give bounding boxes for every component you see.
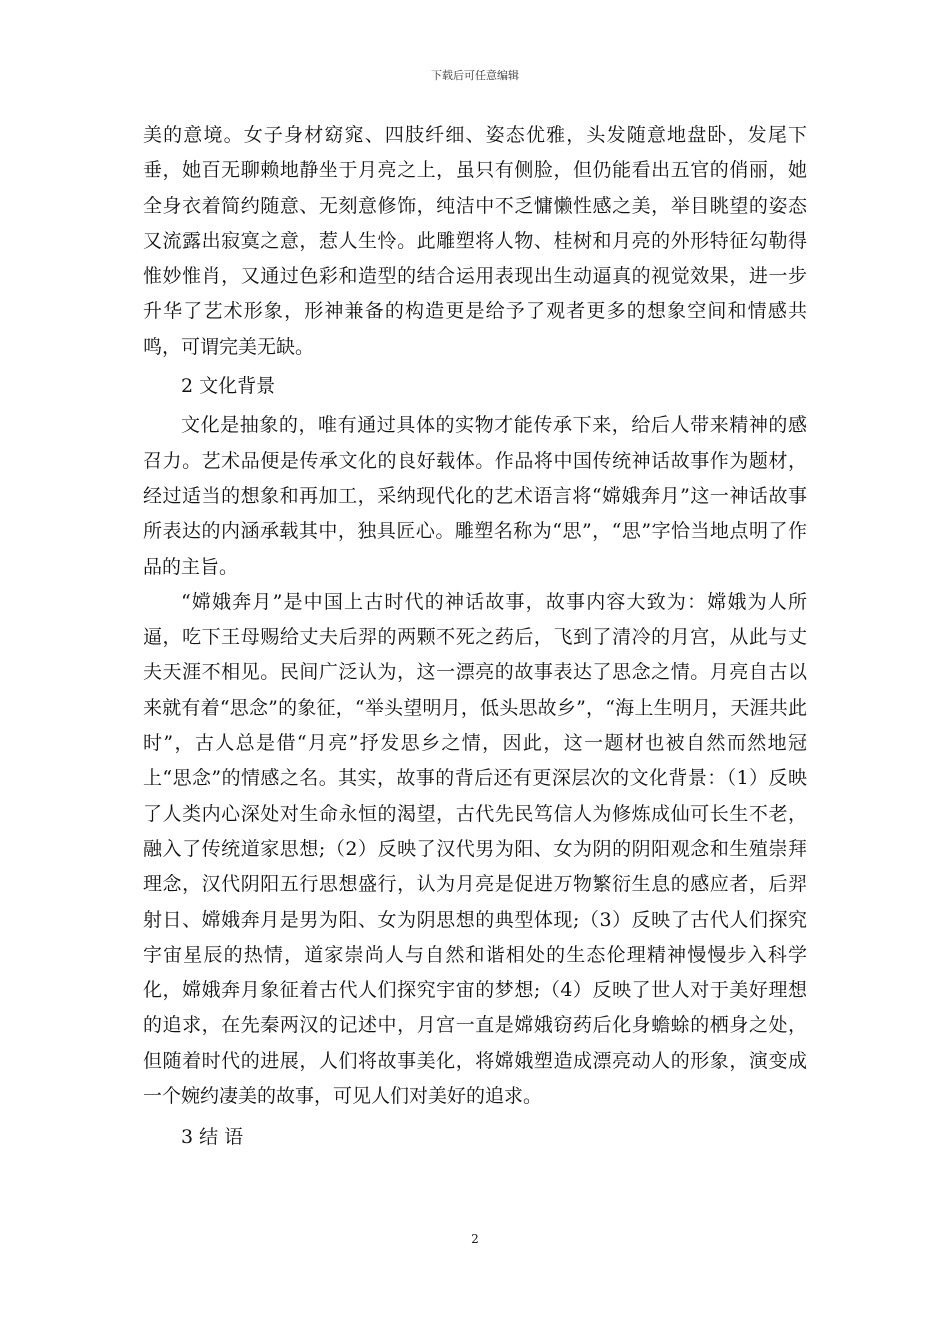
- paragraph-continued: 美的意境。女子身材窈窕、四肢纤细、姿态优雅，头发随意地盘卧，发尾下垂，她百无聊赖地静坐于月亮之上，虽只有侧脸，但仍能看出五官的俏丽，她全身衣着简约随意、无刻意修饰，纯洁中不乏慵懒性感之美，举目眺望的姿态又流露出寂寞之意，惹人生怜。此雕塑将人物、桂树和月亮的外形特征勾勒得惟妙惟肖，又通过色彩和造型的结合运用表现出生动逼真的视觉效果，进一步升华了艺术形象，形神兼备的构造更是给予了观者更多的想象空间和情感共鸣，可谓完美无缺。: [143, 124, 807, 358]
- section-heading-conclusion: 3 结 语: [181, 1126, 244, 1149]
- paragraph-change-flies-to-moon: “嫦娥奔月”是中国上古时代的神话故事，故事内容大致为：嫦娥为人所逼，吃下王母赐给丈夫后羿的两颗不死之药后，飞到了清冷的月宫，从此与丈夫天涯不相见。民间广泛认为，这一漂亮的故事表达了思念之情。月亮自古以来就有着“思念”的象征，“举头望明月，低头思故乡”，“海上生明月，天涯共此时”，古人总是借“月亮”抒发思乡之情，因此，这一题材也被自然而然地冠上“思念”的情感之名。其实，故事的背后还有更深层次的文化背景：（1）反映了人类内心深处对生命永恒的渴望，古代先民笃信人为修炼成仙可长生不老，融入了传统道家思想;（2）反映了汉代男为阳、女为阴的阴阳观念和生殖崇拜理念，汉代阴阳五行思想盛行，认为月亮是促进万物繁衍生息的感应者，后羿射日、嫦娥奔月是男为阳、女为阴思想的典型体现;（3）反映了古代人们探究宇宙星辰的热情，道家崇尚人与自然和谐相处的生态伦理精神慢慢步入科学化，嫦娥奔月象征着古代人们探究宇宙的梦想;（4）反映了世人对于美好理想的追求，在先秦两汉的记述中，月宫一直是嫦娥窃药后化身蟾蜍的栖身之处，但随着时代的进展，人们将故事美化，将嫦娥塑造成漂亮动人的形象，演变成一个婉约凄美的故事，可见人们对美好的追求。: [143, 590, 807, 1108]
- body-text: [143, 118, 807, 1156]
- paragraph-culture: 文化是抽象的，唯有通过具体的实物才能传承下来，给后人带来精神的感召力。艺术品便是传承文化的良好载体。作品将中国传统神话故事作为题材，经过适当的想象和再加工，采纳现代化的艺术语言将“嫦娥奔月”这一神话故事所表达的内涵承载其中，独具匠心。雕塑名称为“思”，“思”字恰当地点明了作品的主旨。: [143, 414, 807, 578]
- page-header: 下载后可任意编辑: [431, 69, 519, 82]
- page-number: 2: [471, 1232, 479, 1246]
- section-heading-cultural-background: 2 文化背景: [181, 375, 276, 398]
